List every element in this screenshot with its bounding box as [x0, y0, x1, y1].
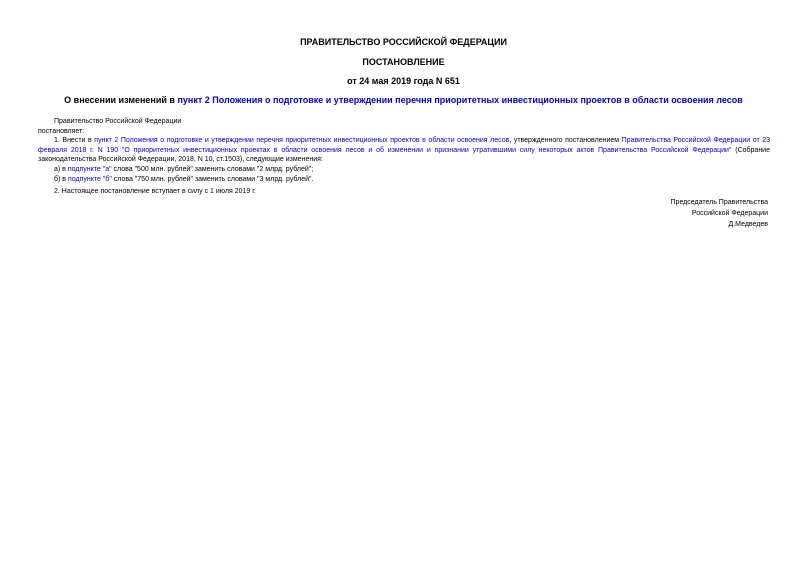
org-heading: ПРАВИТЕЛЬСТВО РОССИЙСКОЙ ФЕДЕРАЦИИ: [300, 37, 507, 47]
title-link[interactable]: пункт 2 Положения о подготовке и утверждении перечня приоритетных инвестиционных проектов в области освоения лесов: [177, 95, 743, 105]
item-b-link[interactable]: подпункте "б": [67, 176, 112, 183]
p1-end: (Собрание законодательства Российской Федерации, 2018, N 10, ст.1503), следующие изменения:: [38, 146, 770, 163]
intro-line-2: постановляет:: [38, 127, 85, 135]
item-a-end: слова "500 млн. рублей" заменить словами "2 млрд. рублей";: [111, 166, 314, 173]
p1-link-item-2[interactable]: пункт 2 Положения о подготовке и утверждении перечня приоритетных инвестиционных проектов в области освоения лесов: [94, 137, 510, 144]
date-number-heading: от 24 мая 2019 года N 651: [347, 76, 460, 86]
item-a-link[interactable]: подпункте "а": [67, 166, 112, 173]
document-title: [0, 95, 807, 106]
title-prefix: О внесении изменений в: [64, 95, 178, 105]
signature-name: Д.Медведев: [728, 221, 768, 228]
signature-line-2: Российской Федерации: [691, 210, 768, 217]
item-b-start: б) в: [54, 176, 68, 183]
paragraph-2: 2. Настоящее постановление вступает в силу с 1 июля 2019 г.: [54, 188, 256, 195]
intro-line-1: Правительство Российской Федерации: [54, 118, 182, 125]
doc-type-heading: ПОСТАНОВЛЕНИЕ: [362, 57, 445, 67]
item-b-end: слова "750 млн. рублей" заменить словами "3 млрд. рублей".: [111, 176, 314, 183]
item-a: [38, 165, 786, 175]
signature-line-1: Председатель Правительства: [670, 199, 768, 206]
item-b: [38, 175, 786, 185]
p1-mid: , утвержденного постановлением: [509, 137, 622, 144]
p1-start: 1. Внести в: [54, 137, 95, 144]
paragraph-1: [38, 136, 770, 165]
p1-link-resolution-190[interactable]: Правительства Российской Федерации от 23 февраля 2018 г. N 190 "О приоритетных инвестиционных проектах в области освоения лесов и об изменении и признании утратившими силу некоторых актов Правительства Российской Федерации": [38, 137, 770, 154]
item-a-start: а) в: [54, 166, 68, 173]
